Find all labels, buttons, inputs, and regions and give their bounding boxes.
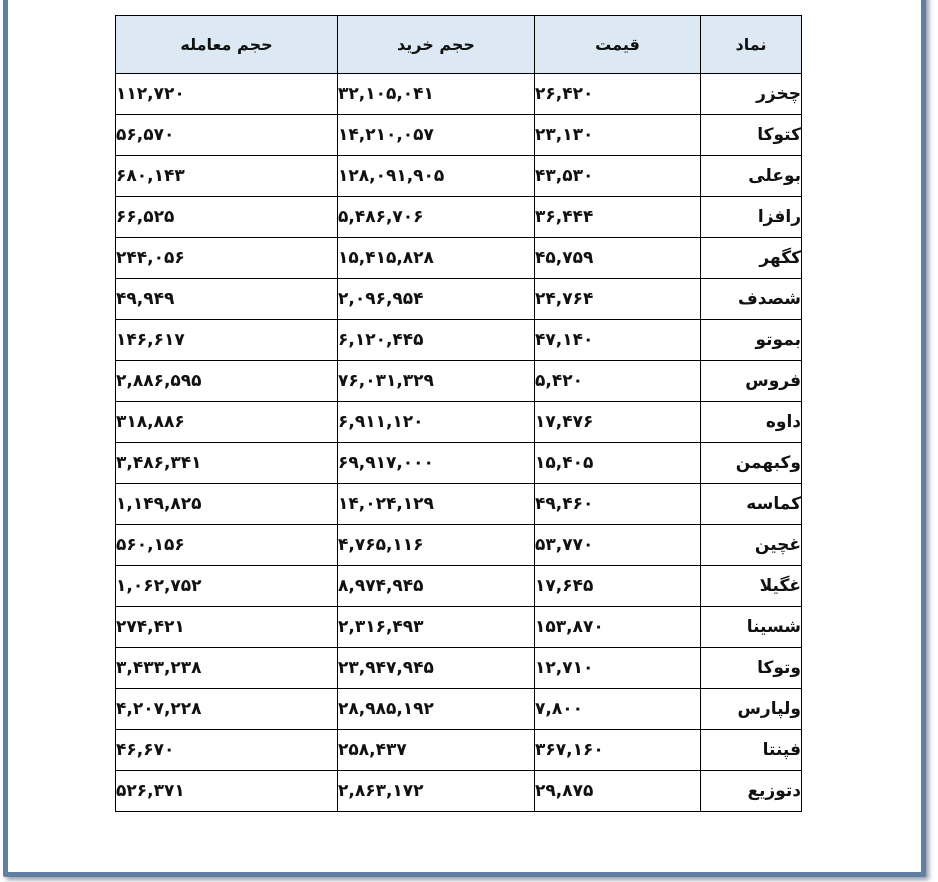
- cell-trade-volume: ۱۱۲,۷۲۰: [116, 74, 338, 115]
- header-price: قیمت: [535, 16, 701, 74]
- cell-price: ۲۹,۸۷۵: [535, 771, 701, 812]
- cell-buy-volume: ۱۵,۴۱۵,۸۲۸: [338, 238, 535, 279]
- cell-price: ۴۵,۷۵۹: [535, 238, 701, 279]
- table-row: [116, 279, 802, 320]
- cell-buy-volume: ۶,۹۱۱,۱۲۰: [338, 402, 535, 443]
- cell-price: ۲۳,۱۳۰: [535, 115, 701, 156]
- cell-symbol: کگهر: [701, 238, 802, 279]
- header-buy-volume: حجم خرید: [338, 16, 535, 74]
- cell-symbol: بوعلی: [701, 156, 802, 197]
- cell-buy-volume: ۴,۷۶۵,۱۱۶: [338, 525, 535, 566]
- cell-trade-volume: ۱,۰۶۲,۷۵۲: [116, 566, 338, 607]
- cell-buy-volume: ۱۴,۰۲۴,۱۲۹: [338, 484, 535, 525]
- cell-trade-volume: ۳,۴۳۳,۲۳۸: [116, 648, 338, 689]
- cell-symbol: رافزا: [701, 197, 802, 238]
- cell-price: ۱۵۳,۸۷۰: [535, 607, 701, 648]
- cell-trade-volume: ۴,۲۰۷,۲۲۸: [116, 689, 338, 730]
- table-row: [116, 525, 802, 566]
- cell-symbol: فپنتا: [701, 730, 802, 771]
- cell-buy-volume: ۸,۹۷۴,۹۴۵: [338, 566, 535, 607]
- table-row: [116, 689, 802, 730]
- cell-trade-volume: ۲۷۴,۴۲۱: [116, 607, 338, 648]
- cell-trade-volume: ۶۸۰,۱۴۳: [116, 156, 338, 197]
- table-row: [116, 74, 802, 115]
- cell-price: ۱۵,۴۰۵: [535, 443, 701, 484]
- cell-price: ۲۶,۴۲۰: [535, 74, 701, 115]
- cell-trade-volume: ۵۶۰,۱۵۶: [116, 525, 338, 566]
- cell-buy-volume: ۲,۸۶۳,۱۷۲: [338, 771, 535, 812]
- cell-price: ۲۴,۷۶۴: [535, 279, 701, 320]
- cell-trade-volume: ۵۲۶,۳۷۱: [116, 771, 338, 812]
- cell-trade-volume: ۲۴۴,۰۵۶: [116, 238, 338, 279]
- cell-symbol: غگیلا: [701, 566, 802, 607]
- cell-price: ۷,۸۰۰: [535, 689, 701, 730]
- table-row: [116, 648, 802, 689]
- header-symbol: نماد: [701, 16, 802, 74]
- table-row: [116, 115, 802, 156]
- cell-trade-volume: ۱,۱۴۹,۸۲۵: [116, 484, 338, 525]
- table-row: [116, 361, 802, 402]
- cell-buy-volume: ۲۸,۹۸۵,۱۹۲: [338, 689, 535, 730]
- cell-buy-volume: ۶۹,۹۱۷,۰۰۰: [338, 443, 535, 484]
- table-row: [116, 566, 802, 607]
- table-row: [116, 402, 802, 443]
- table-row: [116, 607, 802, 648]
- table-row: [116, 156, 802, 197]
- cell-symbol: فروس: [701, 361, 802, 402]
- cell-symbol: دتوزیع: [701, 771, 802, 812]
- table-row: [116, 484, 802, 525]
- cell-trade-volume: ۱۴۶,۶۱۷: [116, 320, 338, 361]
- table-row: [116, 730, 802, 771]
- cell-trade-volume: ۴۶,۶۷۰: [116, 730, 338, 771]
- cell-symbol: غچین: [701, 525, 802, 566]
- cell-symbol: کماسه: [701, 484, 802, 525]
- cell-price: ۱۷,۶۴۵: [535, 566, 701, 607]
- cell-symbol: شسینا: [701, 607, 802, 648]
- header-trade-volume: حجم معامله: [116, 16, 338, 74]
- cell-symbol: داوه: [701, 402, 802, 443]
- cell-price: ۴۳,۵۳۰: [535, 156, 701, 197]
- cell-price: ۳۶۷,۱۶۰: [535, 730, 701, 771]
- cell-buy-volume: ۲۳,۹۴۷,۹۴۵: [338, 648, 535, 689]
- cell-buy-volume: ۲,۳۱۶,۴۹۳: [338, 607, 535, 648]
- cell-trade-volume: ۳۱۸,۸۸۶: [116, 402, 338, 443]
- table-row: [116, 197, 802, 238]
- cell-price: ۱۷,۴۷۶: [535, 402, 701, 443]
- cell-trade-volume: ۳,۴۸۶,۳۴۱: [116, 443, 338, 484]
- cell-symbol: بموتو: [701, 320, 802, 361]
- cell-symbol: شصدف: [701, 279, 802, 320]
- cell-trade-volume: ۴۹,۹۴۹: [116, 279, 338, 320]
- cell-symbol: وتوکا: [701, 648, 802, 689]
- stock-table: [115, 15, 802, 812]
- cell-buy-volume: ۱۴,۲۱۰,۰۵۷: [338, 115, 535, 156]
- cell-symbol: کتوکا: [701, 115, 802, 156]
- cell-buy-volume: ۵,۴۸۶,۷۰۶: [338, 197, 535, 238]
- cell-price: ۵۳,۷۷۰: [535, 525, 701, 566]
- cell-trade-volume: ۵۶,۵۷۰: [116, 115, 338, 156]
- cell-buy-volume: ۶,۱۲۰,۴۴۵: [338, 320, 535, 361]
- cell-buy-volume: ۱۲۸,۰۹۱,۹۰۵: [338, 156, 535, 197]
- table-row: [116, 443, 802, 484]
- cell-buy-volume: ۲۵۸,۴۳۷: [338, 730, 535, 771]
- cell-trade-volume: ۶۶,۵۲۵: [116, 197, 338, 238]
- header-row: [116, 16, 802, 74]
- table-row: [116, 320, 802, 361]
- cell-trade-volume: ۲,۸۸۶,۵۹۵: [116, 361, 338, 402]
- table-row: [116, 238, 802, 279]
- cell-symbol: ولپارس: [701, 689, 802, 730]
- cell-price: ۳۶,۴۴۴: [535, 197, 701, 238]
- cell-buy-volume: ۷۶,۰۳۱,۳۲۹: [338, 361, 535, 402]
- cell-buy-volume: ۳۲,۱۰۵,۰۴۱: [338, 74, 535, 115]
- cell-price: ۱۲,۷۱۰: [535, 648, 701, 689]
- cell-price: ۴۷,۱۴۰: [535, 320, 701, 361]
- cell-symbol: چخزر: [701, 74, 802, 115]
- table-row: [116, 771, 802, 812]
- cell-price: ۴۹,۴۶۰: [535, 484, 701, 525]
- cell-price: ۵,۴۲۰: [535, 361, 701, 402]
- cell-symbol: وکبهمن: [701, 443, 802, 484]
- cell-buy-volume: ۲,۰۹۶,۹۵۴: [338, 279, 535, 320]
